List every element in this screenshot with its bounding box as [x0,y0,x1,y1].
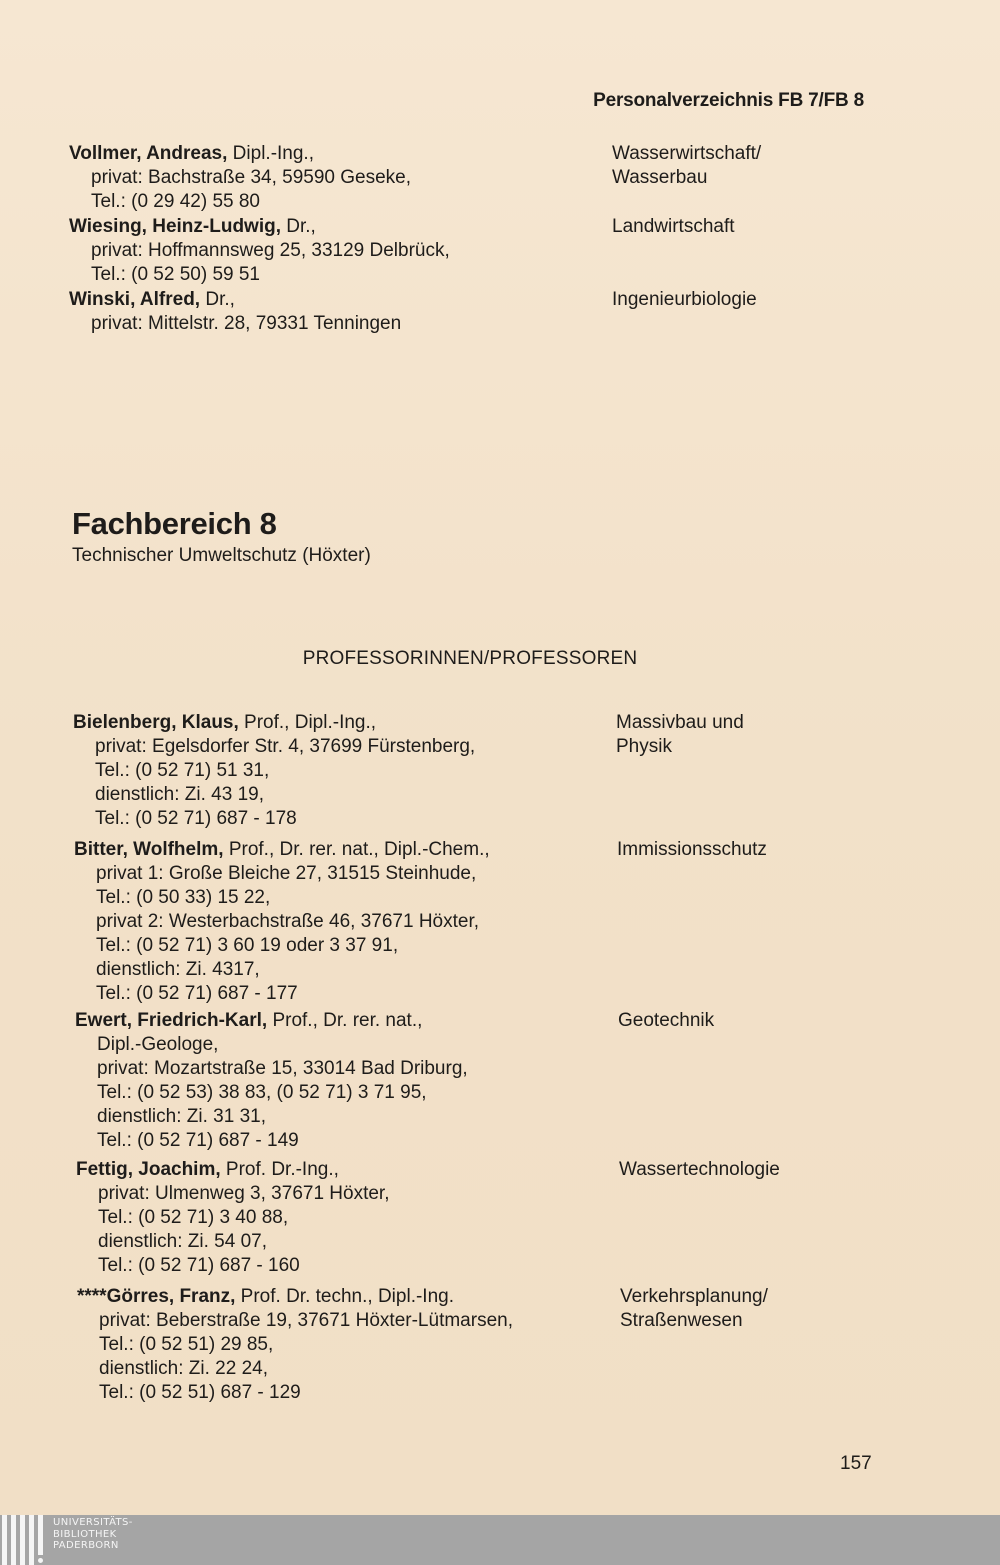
detail-line: privat: Mozartstraße 15, 33014 Bad Driburg, [97,1058,468,1079]
person-name: ****Görres, Franz, [77,1286,236,1307]
detail-line: dienstlich: Zi. 31 31, [97,1106,266,1127]
subject-line: Straßenwesen [620,1310,743,1331]
detail-line: Tel.: (0 52 50) 59 51 [91,264,260,285]
detail-line: Dipl.-Geologe, [97,1034,219,1055]
person-title: Dr., [281,216,316,237]
subject-line: Massivbau und [616,712,744,733]
person-name: Fettig, Joachim, [76,1159,221,1180]
library-logo-icon [0,1515,52,1565]
library-line: PADERBORN [53,1540,119,1551]
subject-line: Verkehrsplanung/ [620,1286,768,1307]
subject-line: Geotechnik [618,1010,715,1031]
subject-line: Wassertechnologie [619,1159,780,1180]
person-name: Wiesing, Heinz-Ludwig, [69,216,281,237]
subject-line: Landwirtschaft [612,216,735,237]
detail-line: privat: Beberstraße 19, 37671 Höxter-Lütmarsen, [99,1310,513,1331]
detail-line: Tel.: (0 52 71) 687 - 177 [96,983,298,1004]
subject-line: Ingenieurbiologie [612,289,757,310]
subject-line: Wasserwirtschaft/ [612,143,762,164]
person-title: Prof. Dr. techn., Dipl.-Ing. [235,1286,454,1307]
person-title: Prof., Dr. rer. nat., Dipl.-Chem., [223,839,490,860]
detail-line: Tel.: (0 52 53) 38 83, (0 52 71) 3 71 95, [97,1082,427,1103]
section-title: Fachbereich 8 [72,506,277,541]
person-name: Vollmer, Andreas, [69,143,228,164]
detail-line: privat 2: Westerbachstraße 46, 37671 Höxter, [96,911,480,932]
detail-line: Tel.: (0 52 51) 687 - 129 [99,1382,301,1403]
detail-line: dienstlich: Zi. 4317, [96,959,260,980]
person-name: Bitter, Wolfhelm, [74,839,224,860]
library-name [53,1517,133,1552]
detail-line: Tel.: (0 50 33) 15 22, [96,887,271,908]
detail-line: Tel.: (0 52 71) 687 - 160 [98,1255,300,1276]
running-head: Personalverzeichnis FB 7/FB 8 [593,90,864,111]
detail-line: Tel.: (0 52 71) 687 - 178 [95,808,297,829]
subject-line: Physik [616,736,672,757]
section-heading: PROFESSORINNEN/PROFESSOREN [302,648,638,669]
person-name: Bielenberg, Klaus, [73,712,239,733]
library-line: BIBLIOTHEK [53,1528,117,1540]
detail-line: Tel.: (0 52 71) 3 60 19 oder 3 37 91, [96,935,399,956]
person-title: Dr., [200,289,235,310]
person-name: Winski, Alfred, [69,289,201,310]
subject-line: Wasserbau [612,167,708,188]
person-title: Prof., Dipl.-Ing., [238,712,377,733]
library-line: UNIVERSITÄTS- [53,1517,133,1528]
detail-line: Tel.: (0 52 71) 3 40 88, [98,1207,289,1228]
detail-line: privat: Hoffmannsweg 25, 33129 Delbrück, [91,240,450,261]
library-footer [0,1515,1000,1565]
detail-line: Tel.: (0 52 51) 29 85, [99,1334,274,1355]
person-title: Prof. Dr.-Ing., [220,1159,339,1180]
detail-line: dienstlich: Zi. 54 07, [98,1231,267,1252]
detail-line: dienstlich: Zi. 43 19, [95,784,264,805]
detail-line: Tel.: (0 29 42) 55 80 [91,191,260,212]
page-number: 157 [840,1453,872,1474]
person-title: Dipl.-Ing., [227,143,314,164]
detail-line: dienstlich: Zi. 22 24, [99,1358,268,1379]
section-subtitle: Technischer Umweltschutz (Höxter) [72,545,371,566]
detail-line: privat: Bachstraße 34, 59590 Geseke, [91,167,412,188]
detail-line: privat: Ulmenweg 3, 37671 Höxter, [98,1183,390,1204]
detail-line: privat: Mittelstr. 28, 79331 Tenningen [91,313,402,334]
subject-line: Immissionsschutz [617,839,767,860]
person-name: Ewert, Friedrich-Karl, [75,1010,268,1031]
detail-line: Tel.: (0 52 71) 687 - 149 [97,1130,299,1151]
detail-line: privat: Egelsdorfer Str. 4, 37699 Fürstenberg, [95,736,476,757]
person-title: Prof., Dr. rer. nat., [267,1010,423,1031]
detail-line: Tel.: (0 52 71) 51 31, [95,760,270,781]
detail-line: privat 1: Große Bleiche 27, 31515 Steinhude, [96,863,477,884]
